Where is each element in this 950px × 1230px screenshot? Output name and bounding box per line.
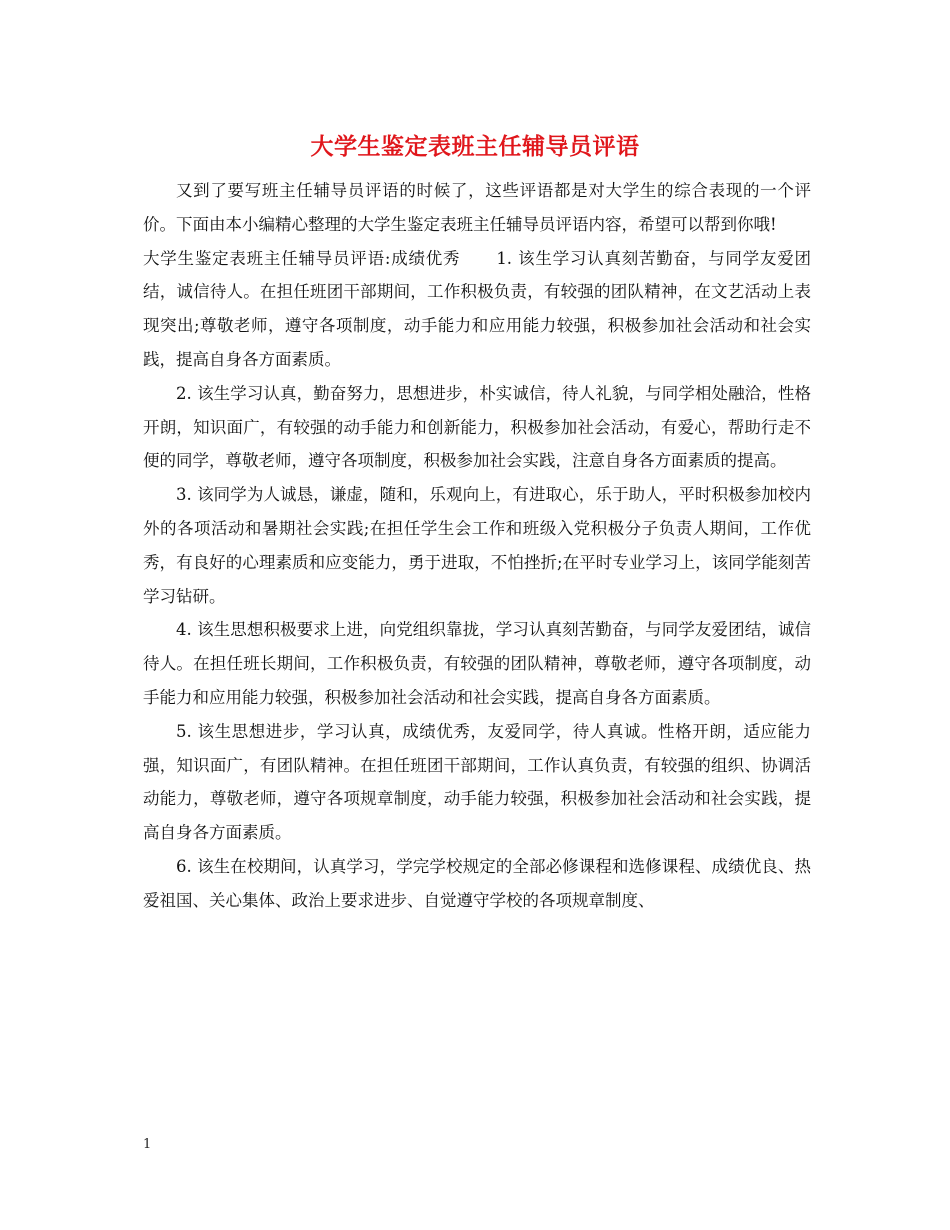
- list-item-6: 6. 该生在校期间，认真学习，学完学校规定的全部必修课程和选修课程、成绩优良、热爱祖国、关心集体、政治上要求进步、自觉遵守学校的各项规章制度、: [143, 856, 811, 910]
- page-title: 大学生鉴定表班主任辅导员评语: [310, 134, 640, 160]
- page-number: 1: [143, 1137, 152, 1152]
- list-item-3: 3. 该同学为人诚恳，谦虚，随和，乐观向上，有进取心，乐于助人，平时积极参加校内外的各项活动和暑期社会实践;在担任学生会工作和班级入党积极分子负责人期间，工作优秀，有良好的心理素质和应变能力，勇于进取，不怕挫折;在平时专业学习上，该同学能刻苦学习钻研。: [143, 485, 811, 606]
- first-item-paragraph: [143, 242, 811, 377]
- list-item-4: 4. 该生思想积极要求上进，向党组织靠拢，学习认真刻苦勤奋，与同学友爱团结，诚信待人。在担任班长期间，工作积极负责，有较强的团队精神，尊敬老师，遵守各项制度，动手能力和应用能力较强，积极参加社会活动和社会实践，提高自身各方面素质。: [143, 620, 811, 707]
- list-item-2: 2. 该生学习认真，勤奋努力，思想进步，朴实诚信，待人礼貌，与同学相处融洽，性格开朗，知识面广，有较强的动手能力和创新能力，积极参加社会活动，有爱心，帮助行走不便的同学，尊敬老师，遵守各项制度，积极参加社会实践，注意自身各方面素质的提高。: [143, 383, 811, 471]
- list-item-5: 5. 该生思想进步，学习认真，成绩优秀，友爱同学，待人真诚。性格开朗，适应能力强，知识面广，有团队精神。在担任班团干部期间，工作认真负责，有较强的组织、协调活动能力，尊敬老师，遵守各项规章制度，动手能力较强，积极参加社会活动和社会实践，提高自身各方面素质。: [143, 721, 811, 843]
- section-heading: 大学生鉴定表班主任辅导员评语:成绩优秀: [143, 248, 461, 268]
- document-body: [143, 174, 811, 918]
- list-item-1: 1. 该生学习认真刻苦勤奋，与同学友爱团结，诚信待人。在担任班团干部期间，工作积极负责，有较强的团队精神，在文艺活动上表现突出;尊敬老师，遵守各项制度，动手能力和应用能力较强，积极参加社会活动和社会实践，提高自身各方面素质。: [143, 248, 811, 369]
- intro-paragraph: 又到了要写班主任辅导员评语的时候了，这些评语都是对大学生的综合表现的一个评价。下面由本小编精心整理的大学生鉴定表班主任辅导员评语内容，希望可以帮到你哦!: [143, 181, 811, 234]
